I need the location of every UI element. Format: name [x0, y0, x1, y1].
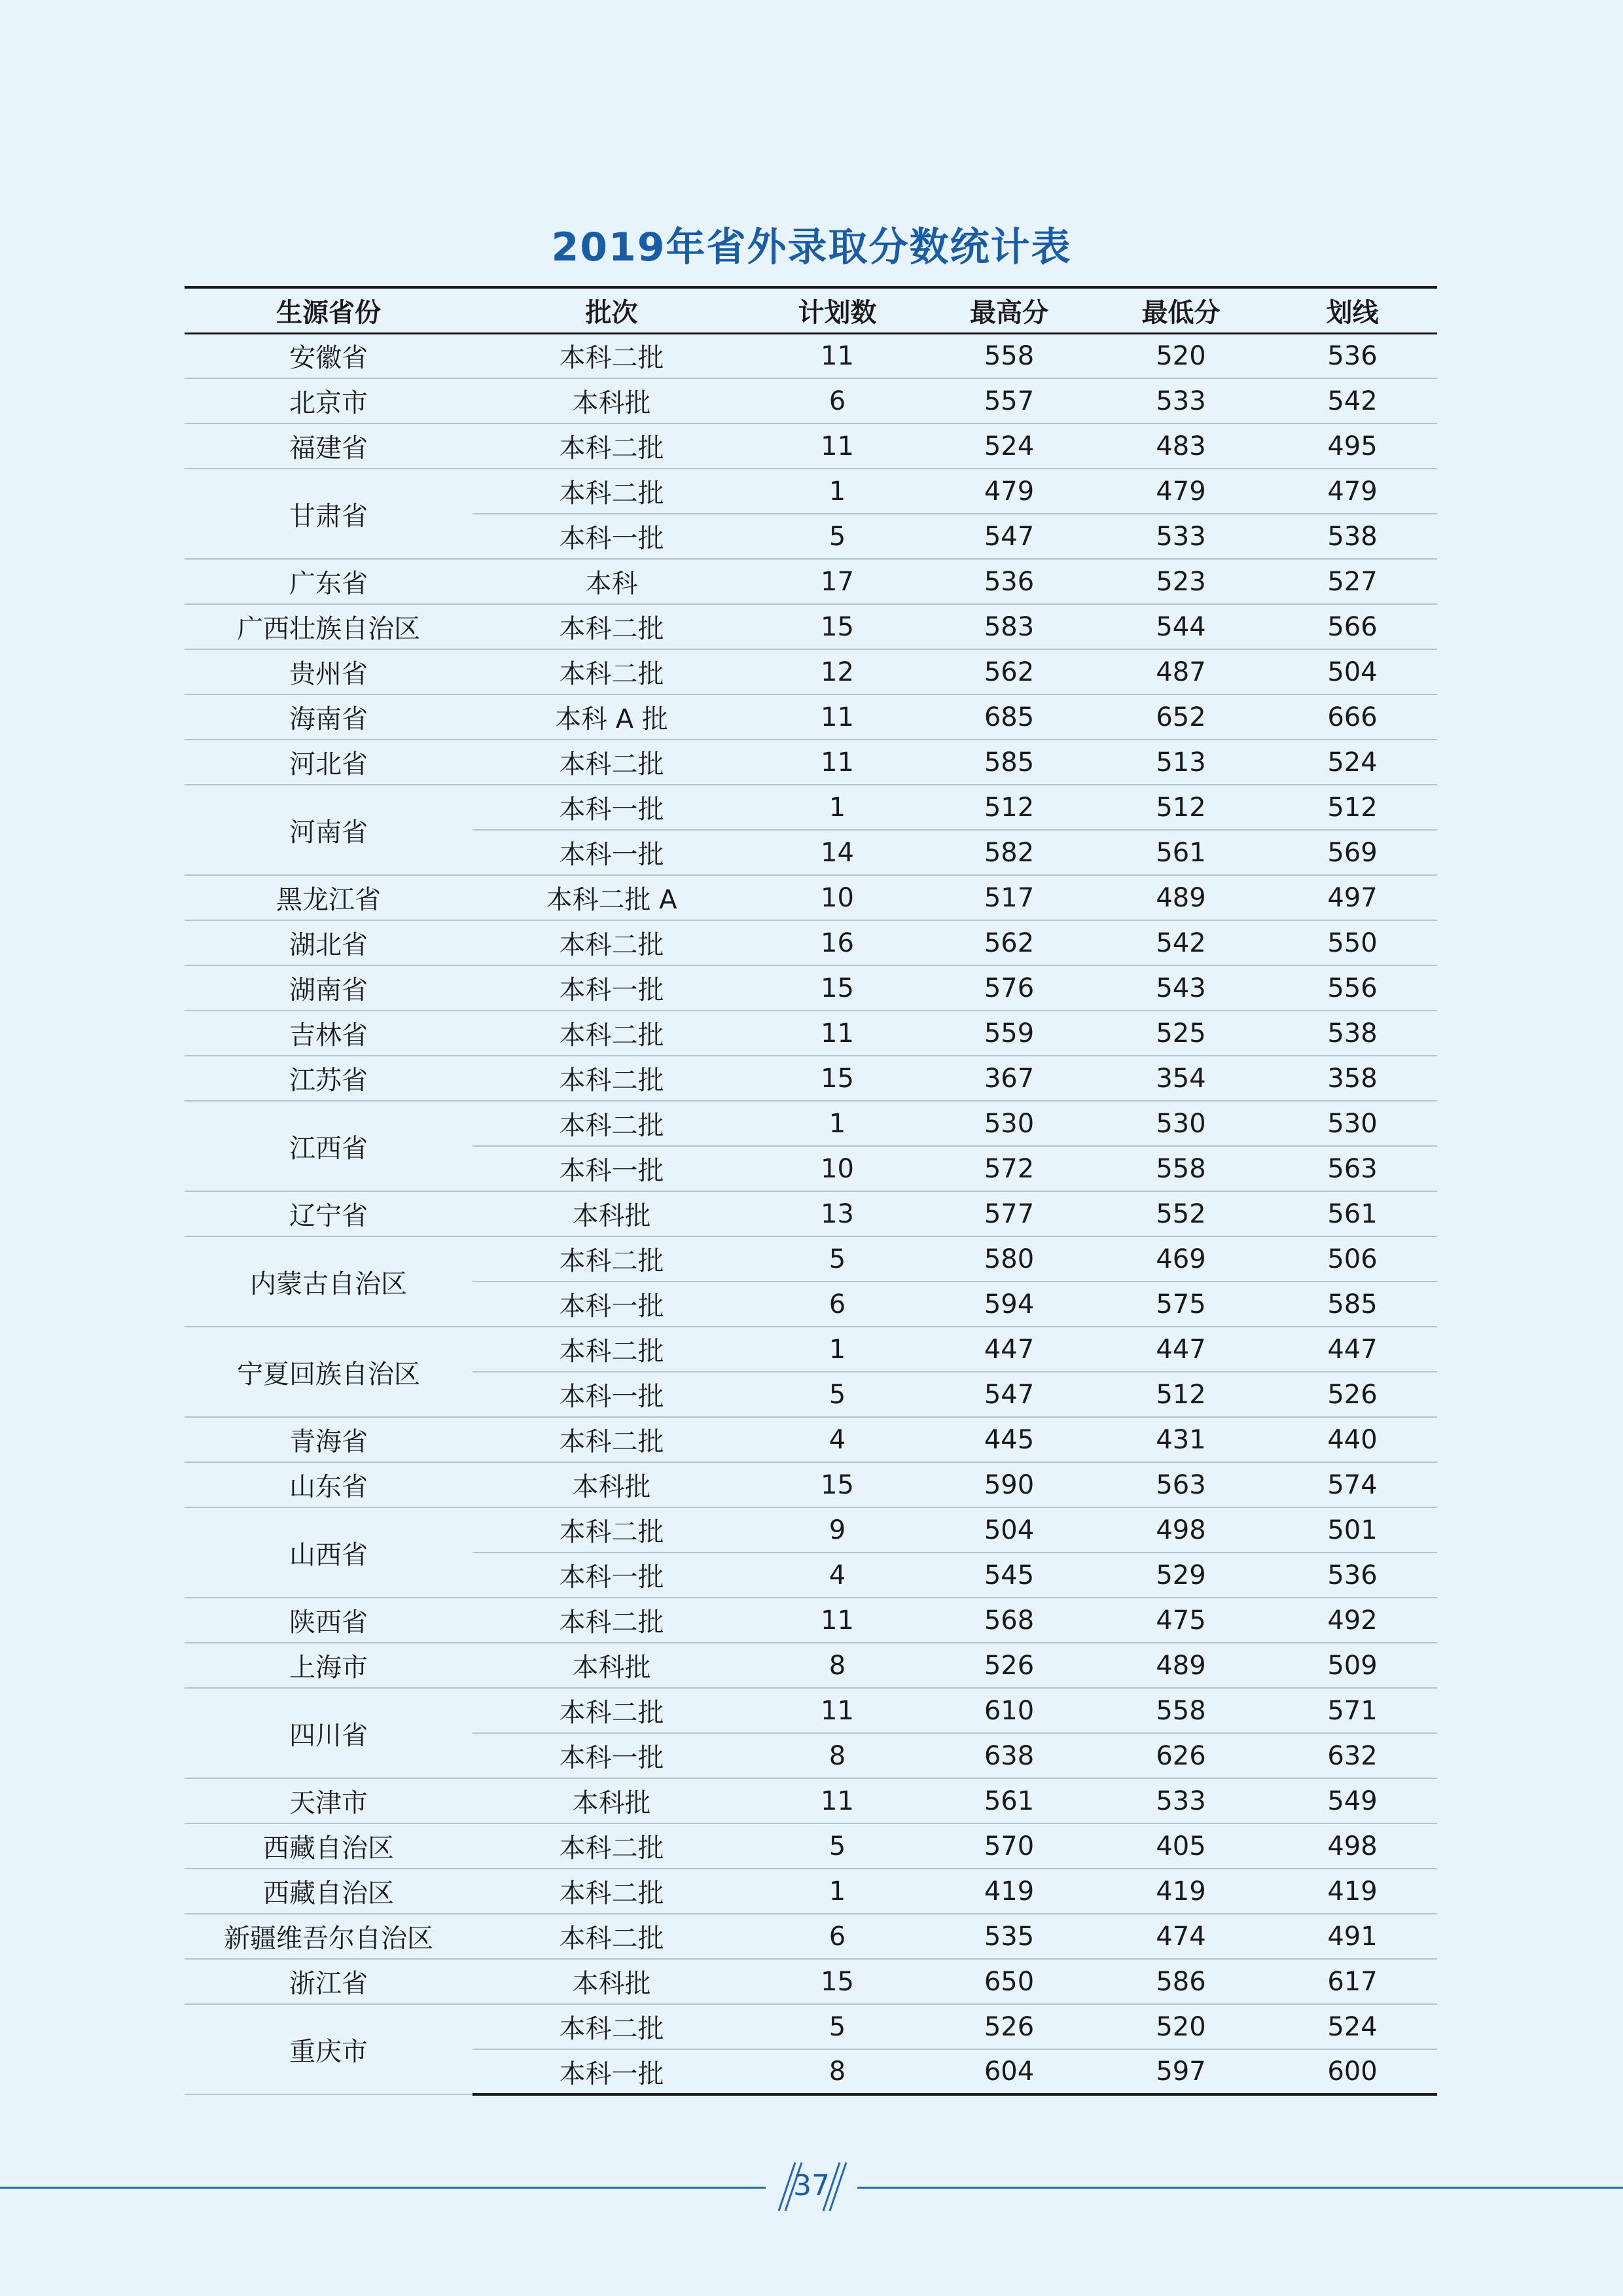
cell-batch: 本科一批 — [473, 1282, 751, 1327]
admission-score-table — [185, 286, 1437, 2096]
cell-batch: 本科一批 — [473, 785, 751, 830]
cell-cutoff-line: 574 — [1268, 1462, 1437, 1507]
table-row — [185, 965, 1437, 1011]
cell-cutoff-line: 419 — [1268, 1869, 1437, 1914]
cell-province: 内蒙古自治区 — [185, 1236, 473, 1327]
cell-province: 湖南省 — [185, 965, 473, 1011]
cell-min-score: 520 — [1094, 333, 1268, 378]
cell-plan-count: 6 — [751, 378, 924, 423]
cell-province: 湖北省 — [185, 920, 473, 965]
cell-batch: 本科二批 — [473, 1688, 751, 1733]
cell-max-score: 512 — [924, 785, 1094, 830]
cell-cutoff-line: 530 — [1268, 1101, 1437, 1146]
table-row — [185, 1101, 1437, 1146]
cell-plan-count: 12 — [751, 649, 924, 694]
cell-batch: 本科二批 A — [473, 875, 751, 920]
cell-max-score: 530 — [924, 1101, 1094, 1146]
cell-cutoff-line: 497 — [1268, 875, 1437, 920]
cell-plan-count: 15 — [751, 1959, 924, 2004]
cell-cutoff-line: 585 — [1268, 1282, 1437, 1327]
table-row — [185, 469, 1437, 514]
cell-max-score: 545 — [924, 1552, 1094, 1598]
cell-plan-count: 17 — [751, 559, 924, 604]
cell-province: 山西省 — [185, 1507, 473, 1598]
table-body — [185, 333, 1437, 2094]
cell-max-score: 479 — [924, 469, 1094, 514]
cell-cutoff-line: 498 — [1268, 1823, 1437, 1869]
cell-max-score: 419 — [924, 1869, 1094, 1914]
cell-batch: 本科一批 — [473, 1372, 751, 1417]
cell-province: 重庆市 — [185, 2004, 473, 2094]
cell-province: 海南省 — [185, 694, 473, 740]
cell-batch: 本科一批 — [473, 514, 751, 559]
cell-province: 四川省 — [185, 1688, 473, 1778]
cell-plan-count: 8 — [751, 2049, 924, 2094]
cell-max-score: 580 — [924, 1236, 1094, 1282]
cell-max-score: 559 — [924, 1011, 1094, 1056]
header-cutoff-line: 划线 — [1268, 287, 1437, 333]
table-row — [185, 604, 1437, 649]
cell-min-score: 474 — [1094, 1914, 1268, 1959]
cell-min-score: 533 — [1094, 1778, 1268, 1823]
cell-province: 江苏省 — [185, 1056, 473, 1101]
cell-max-score: 577 — [924, 1191, 1094, 1236]
cell-min-score: 479 — [1094, 469, 1268, 514]
cell-max-score: 517 — [924, 875, 1094, 920]
cell-cutoff-line: 538 — [1268, 514, 1437, 559]
cell-batch: 本科一批 — [473, 1146, 751, 1191]
table-header-row — [185, 287, 1437, 333]
table-row — [185, 875, 1437, 920]
cell-province: 广西壮族自治区 — [185, 604, 473, 649]
cell-batch: 本科二批 — [473, 1823, 751, 1869]
cell-min-score: 533 — [1094, 514, 1268, 559]
cell-batch: 本科二批 — [473, 1417, 751, 1462]
cell-plan-count: 4 — [751, 1417, 924, 1462]
cell-province: 广东省 — [185, 559, 473, 604]
cell-cutoff-line: 549 — [1268, 1778, 1437, 1823]
cell-plan-count: 15 — [751, 1056, 924, 1101]
cell-batch: 本科二批 — [473, 423, 751, 469]
cell-min-score: 543 — [1094, 965, 1268, 1011]
cell-max-score: 561 — [924, 1778, 1094, 1823]
table-row — [185, 1778, 1437, 1823]
cell-cutoff-line: 561 — [1268, 1191, 1437, 1236]
cell-max-score: 594 — [924, 1282, 1094, 1327]
cell-province: 青海省 — [185, 1417, 473, 1462]
cell-max-score: 604 — [924, 2049, 1094, 2094]
table-row — [185, 1959, 1437, 2004]
cell-max-score: 526 — [924, 1643, 1094, 1688]
table-row — [185, 2004, 1437, 2049]
header-plan-count: 计划数 — [751, 287, 924, 333]
cell-cutoff-line: 571 — [1268, 1688, 1437, 1733]
cell-cutoff-line: 550 — [1268, 920, 1437, 965]
cell-batch: 本科批 — [473, 378, 751, 423]
cell-batch: 本科二批 — [473, 1056, 751, 1101]
cell-cutoff-line: 491 — [1268, 1914, 1437, 1959]
table-row — [185, 1507, 1437, 1552]
cell-plan-count: 5 — [751, 1236, 924, 1282]
cell-province: 上海市 — [185, 1643, 473, 1688]
cell-min-score: 563 — [1094, 1462, 1268, 1507]
table-row — [185, 1688, 1437, 1733]
cell-max-score: 558 — [924, 333, 1094, 378]
table-row — [185, 559, 1437, 604]
cell-province: 河北省 — [185, 740, 473, 785]
cell-plan-count: 9 — [751, 1507, 924, 1552]
cell-batch: 本科二批 — [473, 1914, 751, 1959]
cell-plan-count: 13 — [751, 1191, 924, 1236]
cell-max-score: 568 — [924, 1598, 1094, 1643]
cell-min-score: 529 — [1094, 1552, 1268, 1598]
cell-province: 黑龙江省 — [185, 875, 473, 920]
cell-max-score: 547 — [924, 514, 1094, 559]
cell-min-score: 498 — [1094, 1507, 1268, 1552]
cell-batch: 本科一批 — [473, 1552, 751, 1598]
cell-plan-count: 14 — [751, 830, 924, 875]
cell-cutoff-line: 504 — [1268, 649, 1437, 694]
cell-province: 福建省 — [185, 423, 473, 469]
cell-max-score: 582 — [924, 830, 1094, 875]
cell-province: 安徽省 — [185, 333, 473, 378]
cell-batch: 本科批 — [473, 1959, 751, 2004]
cell-min-score: 523 — [1094, 559, 1268, 604]
cell-min-score: 558 — [1094, 1688, 1268, 1733]
cell-max-score: 557 — [924, 378, 1094, 423]
cell-plan-count: 1 — [751, 469, 924, 514]
cell-province: 西藏自治区 — [185, 1869, 473, 1914]
cell-max-score: 535 — [924, 1914, 1094, 1959]
cell-min-score: 447 — [1094, 1327, 1268, 1372]
cell-plan-count: 5 — [751, 2004, 924, 2049]
cell-plan-count: 11 — [751, 1778, 924, 1823]
cell-min-score: 558 — [1094, 1146, 1268, 1191]
cell-cutoff-line: 358 — [1268, 1056, 1437, 1101]
table-row — [185, 423, 1437, 469]
cell-min-score: 487 — [1094, 649, 1268, 694]
cell-cutoff-line: 492 — [1268, 1598, 1437, 1643]
cell-min-score: 544 — [1094, 604, 1268, 649]
cell-plan-count: 1 — [751, 785, 924, 830]
cell-province: 吉林省 — [185, 1011, 473, 1056]
cell-min-score: 431 — [1094, 1417, 1268, 1462]
cell-plan-count: 11 — [751, 694, 924, 740]
table-row — [185, 1191, 1437, 1236]
table-row — [185, 1327, 1437, 1372]
table-row — [185, 1869, 1437, 1914]
cell-cutoff-line: 617 — [1268, 1959, 1437, 2004]
cell-cutoff-line: 600 — [1268, 2049, 1437, 2094]
cell-plan-count: 11 — [751, 1011, 924, 1056]
cell-max-score: 585 — [924, 740, 1094, 785]
table-row — [185, 1643, 1437, 1688]
table-row — [185, 694, 1437, 740]
cell-min-score: 520 — [1094, 2004, 1268, 2049]
cell-cutoff-line: 440 — [1268, 1417, 1437, 1462]
table-row — [185, 1598, 1437, 1643]
page-title: 2019年省外录取分数统计表 — [551, 224, 1072, 270]
cell-min-score: 512 — [1094, 1372, 1268, 1417]
cell-cutoff-line: 479 — [1268, 469, 1437, 514]
cell-batch: 本科二批 — [473, 1236, 751, 1282]
cell-batch: 本科 — [473, 559, 751, 604]
cell-cutoff-line: 524 — [1268, 740, 1437, 785]
cell-max-score: 570 — [924, 1823, 1094, 1869]
cell-province: 新疆维吾尔自治区 — [185, 1914, 473, 1959]
cell-plan-count: 10 — [751, 875, 924, 920]
table-row — [185, 378, 1437, 423]
cell-min-score: 419 — [1094, 1869, 1268, 1914]
cell-cutoff-line: 666 — [1268, 694, 1437, 740]
cell-batch: 本科二批 — [473, 469, 751, 514]
table-row — [185, 1236, 1437, 1282]
cell-cutoff-line: 536 — [1268, 1552, 1437, 1598]
cell-cutoff-line: 563 — [1268, 1146, 1437, 1191]
cell-plan-count: 11 — [751, 1598, 924, 1643]
cell-province: 北京市 — [185, 378, 473, 423]
cell-max-score: 610 — [924, 1688, 1094, 1733]
cell-batch: 本科一批 — [473, 965, 751, 1011]
cell-min-score: 489 — [1094, 1643, 1268, 1688]
cell-province: 浙江省 — [185, 1959, 473, 2004]
cell-plan-count: 15 — [751, 1462, 924, 1507]
cell-cutoff-line: 566 — [1268, 604, 1437, 649]
cell-batch: 本科批 — [473, 1191, 751, 1236]
cell-max-score: 650 — [924, 1959, 1094, 2004]
cell-min-score: 561 — [1094, 830, 1268, 875]
cell-batch: 本科二批 — [473, 333, 751, 378]
cell-plan-count: 11 — [751, 333, 924, 378]
cell-batch: 本科二批 — [473, 920, 751, 965]
cell-batch: 本科一批 — [473, 2049, 751, 2094]
cell-batch: 本科一批 — [473, 830, 751, 875]
cell-cutoff-line: 512 — [1268, 785, 1437, 830]
cell-min-score: 489 — [1094, 875, 1268, 920]
cell-cutoff-line: 501 — [1268, 1507, 1437, 1552]
cell-province: 辽宁省 — [185, 1191, 473, 1236]
cell-cutoff-line: 526 — [1268, 1372, 1437, 1417]
cell-plan-count: 4 — [751, 1552, 924, 1598]
cell-batch: 本科二批 — [473, 604, 751, 649]
cell-min-score: 530 — [1094, 1101, 1268, 1146]
cell-batch: 本科二批 — [473, 1327, 751, 1372]
cell-min-score: 512 — [1094, 785, 1268, 830]
cell-plan-count: 11 — [751, 423, 924, 469]
table-row — [185, 920, 1437, 965]
cell-batch: 本科二批 — [473, 1011, 751, 1056]
table-row — [185, 1011, 1437, 1056]
cell-province: 甘肃省 — [185, 469, 473, 559]
cell-min-score: 542 — [1094, 920, 1268, 965]
cell-cutoff-line: 447 — [1268, 1327, 1437, 1372]
cell-max-score: 504 — [924, 1507, 1094, 1552]
cell-min-score: 575 — [1094, 1282, 1268, 1327]
cell-min-score: 533 — [1094, 378, 1268, 423]
cell-plan-count: 16 — [751, 920, 924, 965]
cell-plan-count: 5 — [751, 514, 924, 559]
cell-min-score: 586 — [1094, 1959, 1268, 2004]
cell-min-score: 469 — [1094, 1236, 1268, 1282]
cell-min-score: 552 — [1094, 1191, 1268, 1236]
page-number: 37 — [793, 2169, 830, 2202]
cell-province: 河南省 — [185, 785, 473, 875]
cell-batch: 本科批 — [473, 1778, 751, 1823]
header-max-score: 最高分 — [924, 287, 1094, 333]
cell-batch: 本科一批 — [473, 1733, 751, 1778]
cell-province: 宁夏回族自治区 — [185, 1327, 473, 1417]
cell-max-score: 536 — [924, 559, 1094, 604]
cell-batch: 本科二批 — [473, 1101, 751, 1146]
cell-min-score: 626 — [1094, 1733, 1268, 1778]
cell-province: 天津市 — [185, 1778, 473, 1823]
header-batch: 批次 — [473, 287, 751, 333]
cell-cutoff-line: 556 — [1268, 965, 1437, 1011]
cell-cutoff-line: 509 — [1268, 1643, 1437, 1688]
cell-min-score: 483 — [1094, 423, 1268, 469]
cell-batch: 本科二批 — [473, 1598, 751, 1643]
page-number-badge — [766, 2160, 857, 2212]
cell-province: 陕西省 — [185, 1598, 473, 1643]
cell-batch: 本科二批 — [473, 2004, 751, 2049]
cell-min-score: 354 — [1094, 1056, 1268, 1101]
cell-max-score: 524 — [924, 423, 1094, 469]
cell-max-score: 547 — [924, 1372, 1094, 1417]
cell-max-score: 590 — [924, 1462, 1094, 1507]
cell-plan-count: 1 — [751, 1869, 924, 1914]
cell-max-score: 447 — [924, 1327, 1094, 1372]
cell-max-score: 562 — [924, 920, 1094, 965]
cell-province: 贵州省 — [185, 649, 473, 694]
cell-province: 江西省 — [185, 1101, 473, 1191]
cell-min-score: 525 — [1094, 1011, 1268, 1056]
cell-batch: 本科二批 — [473, 1869, 751, 1914]
cell-cutoff-line: 536 — [1268, 333, 1437, 378]
cell-plan-count: 11 — [751, 1688, 924, 1733]
cell-plan-count: 10 — [751, 1146, 924, 1191]
cell-min-score: 405 — [1094, 1823, 1268, 1869]
table-row — [185, 1462, 1437, 1507]
cell-max-score: 572 — [924, 1146, 1094, 1191]
cell-batch: 本科 A 批 — [473, 694, 751, 740]
cell-min-score: 475 — [1094, 1598, 1268, 1643]
cell-batch: 本科批 — [473, 1643, 751, 1688]
cell-max-score: 576 — [924, 965, 1094, 1011]
cell-plan-count: 6 — [751, 1282, 924, 1327]
cell-max-score: 583 — [924, 604, 1094, 649]
cell-batch: 本科批 — [473, 1462, 751, 1507]
table-row — [185, 1056, 1437, 1101]
cell-cutoff-line: 506 — [1268, 1236, 1437, 1282]
cell-plan-count: 1 — [751, 1327, 924, 1372]
header-province: 生源省份 — [185, 287, 473, 333]
cell-plan-count: 5 — [751, 1823, 924, 1869]
cell-min-score: 513 — [1094, 740, 1268, 785]
cell-plan-count: 1 — [751, 1101, 924, 1146]
table-row — [185, 1417, 1437, 1462]
cell-max-score: 638 — [924, 1733, 1094, 1778]
cell-plan-count: 15 — [751, 965, 924, 1011]
cell-cutoff-line: 569 — [1268, 830, 1437, 875]
cell-cutoff-line: 495 — [1268, 423, 1437, 469]
cell-cutoff-line: 538 — [1268, 1011, 1437, 1056]
table-row — [185, 333, 1437, 378]
cell-plan-count: 15 — [751, 604, 924, 649]
table-row — [185, 740, 1437, 785]
cell-min-score: 652 — [1094, 694, 1268, 740]
cell-max-score: 685 — [924, 694, 1094, 740]
cell-batch: 本科二批 — [473, 740, 751, 785]
cell-plan-count: 8 — [751, 1733, 924, 1778]
cell-cutoff-line: 632 — [1268, 1733, 1437, 1778]
cell-province: 山东省 — [185, 1462, 473, 1507]
cell-max-score: 526 — [924, 2004, 1094, 2049]
cell-max-score: 562 — [924, 649, 1094, 694]
cell-plan-count: 11 — [751, 740, 924, 785]
cell-plan-count: 8 — [751, 1643, 924, 1688]
cell-cutoff-line: 524 — [1268, 2004, 1437, 2049]
table-row — [185, 1914, 1437, 1959]
cell-batch: 本科二批 — [473, 649, 751, 694]
cell-max-score: 445 — [924, 1417, 1094, 1462]
cell-plan-count: 5 — [751, 1372, 924, 1417]
cell-cutoff-line: 527 — [1268, 559, 1437, 604]
table-row — [185, 1823, 1437, 1869]
cell-max-score: 367 — [924, 1056, 1094, 1101]
table-row — [185, 785, 1437, 830]
cell-cutoff-line: 542 — [1268, 378, 1437, 423]
cell-batch: 本科二批 — [473, 1507, 751, 1552]
cell-plan-count: 6 — [751, 1914, 924, 1959]
cell-min-score: 597 — [1094, 2049, 1268, 2094]
table-row — [185, 649, 1437, 694]
header-min-score: 最低分 — [1094, 287, 1268, 333]
cell-province: 西藏自治区 — [185, 1823, 473, 1869]
